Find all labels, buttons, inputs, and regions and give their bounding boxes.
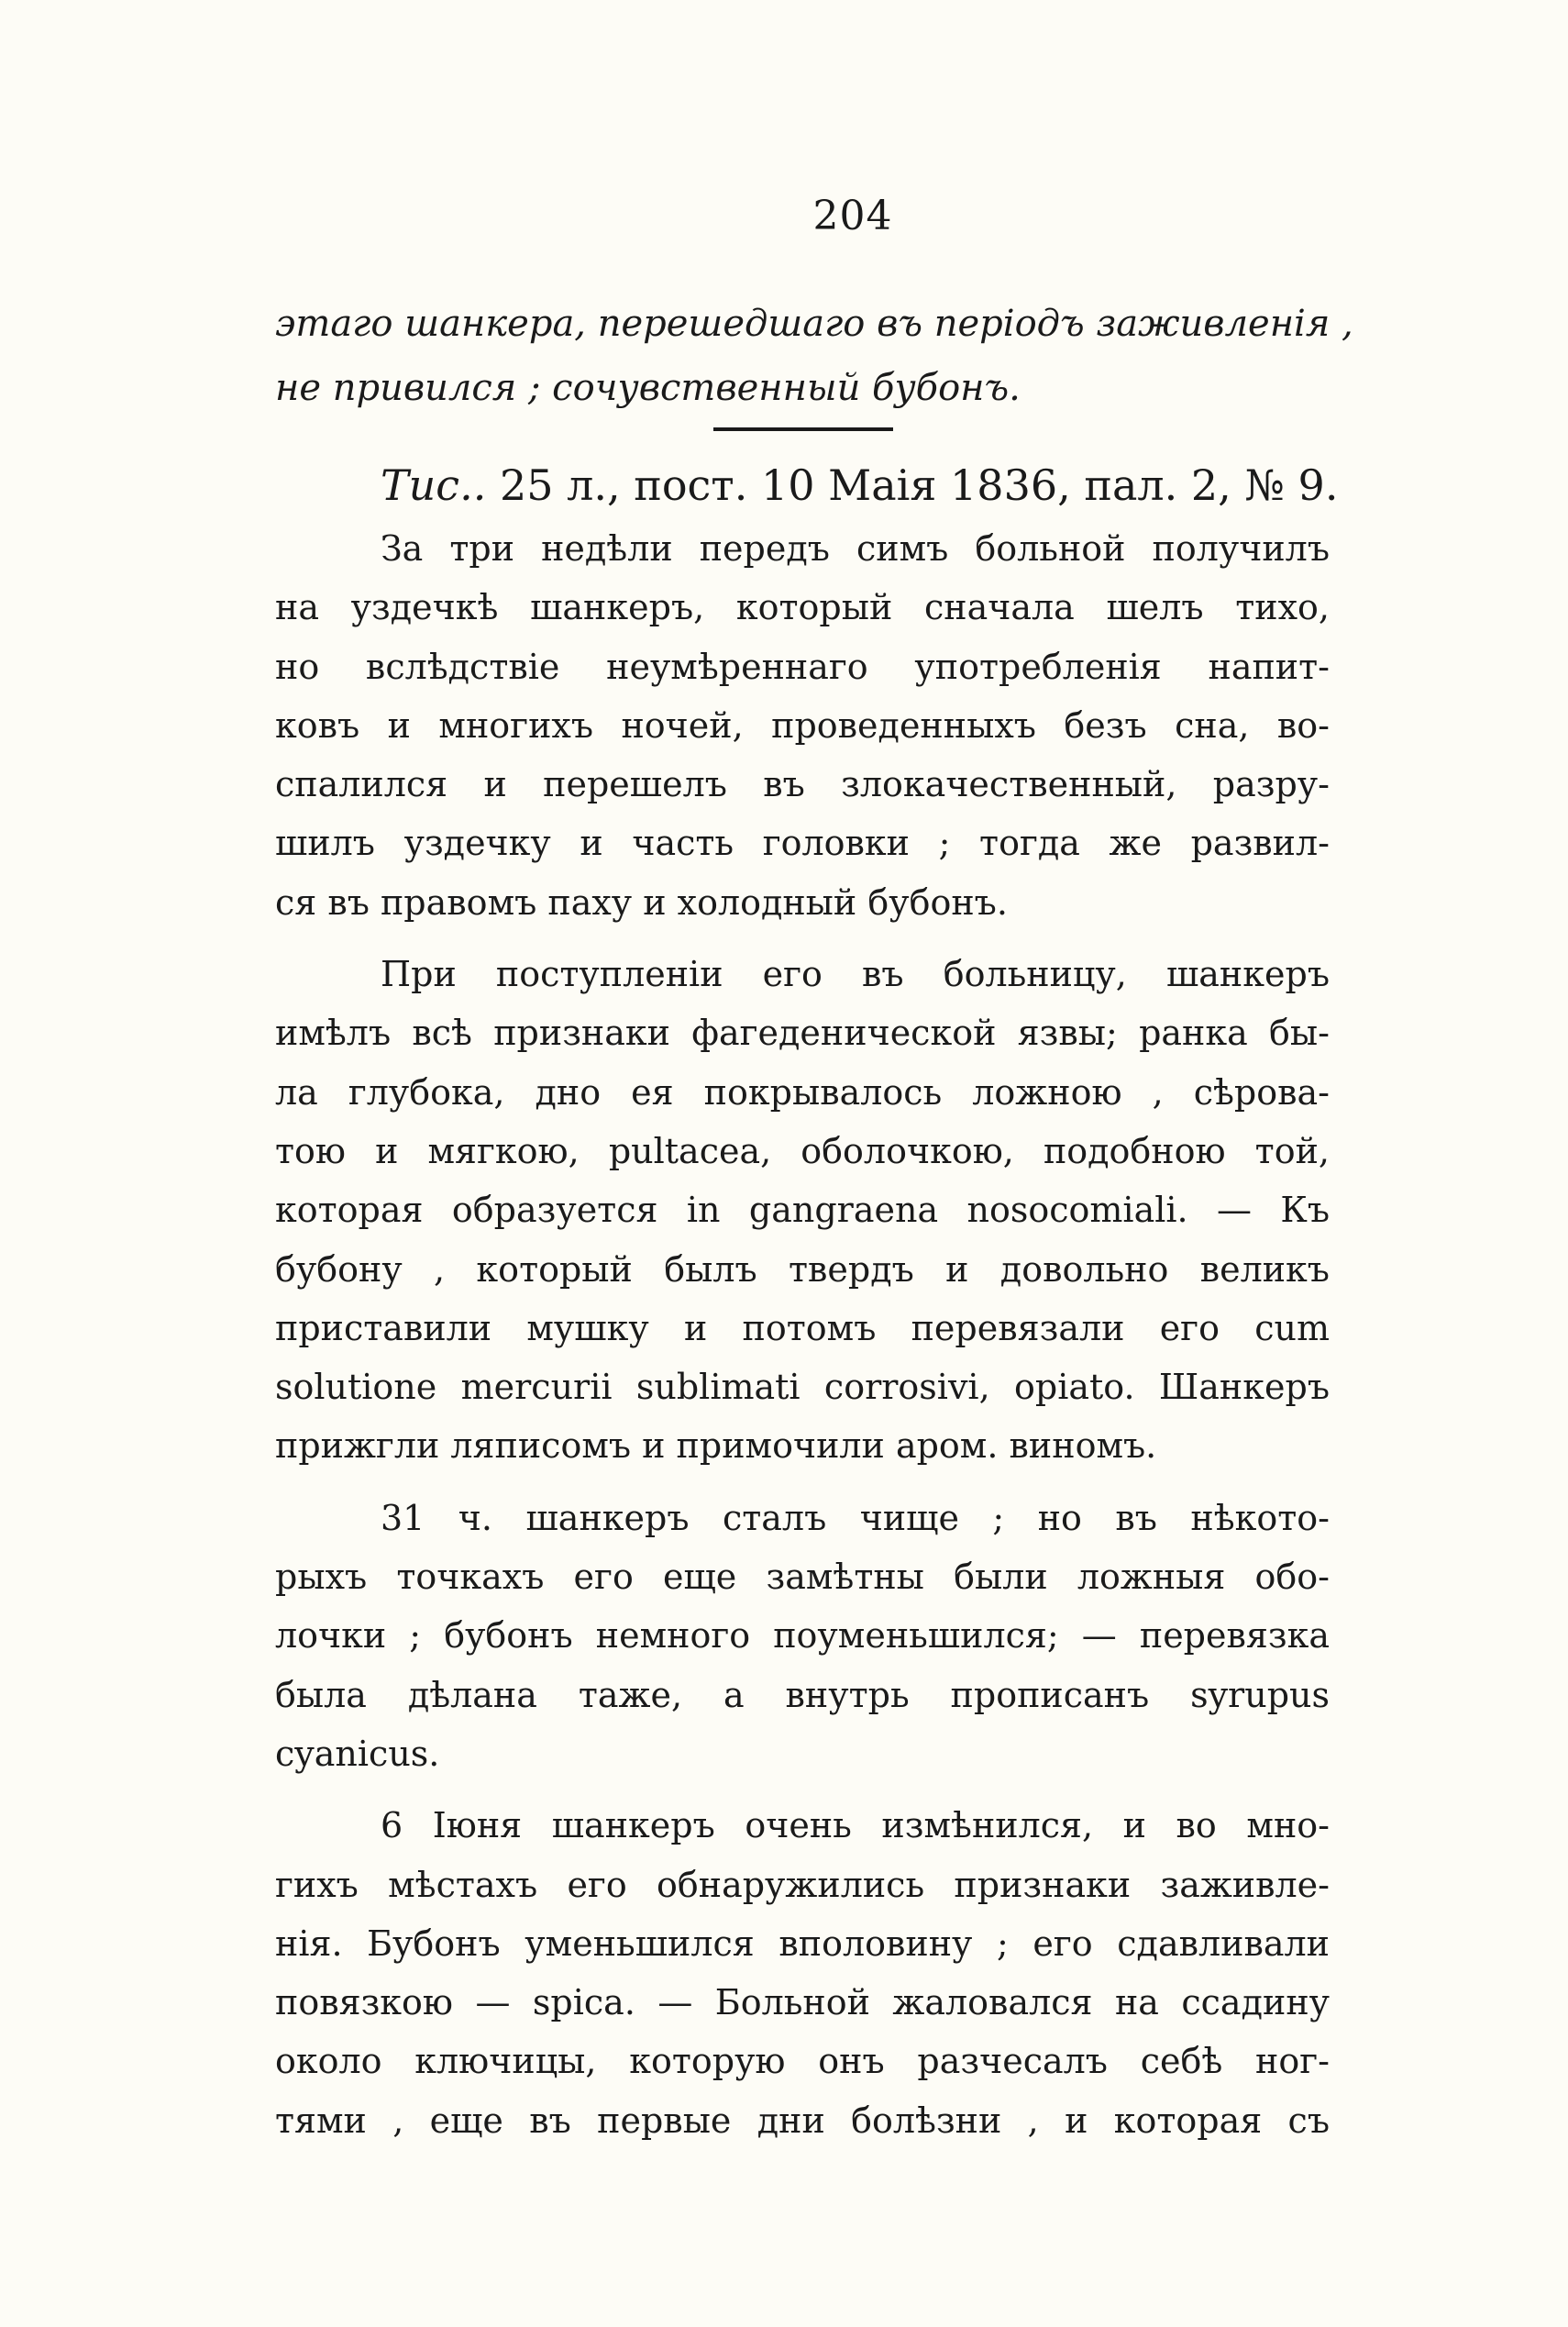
paragraph — [275, 1489, 1330, 1783]
text-line: около ключицы, которую онъ разчесалъ себѣ ног- — [275, 2041, 1330, 2082]
text-line: которая образуется in gangraena nosocomiali. — Къ — [275, 1190, 1330, 1231]
page-number: 204 — [812, 193, 893, 239]
patient-name: Тис.. — [381, 460, 487, 510]
text-line: solutione mercurii sublimati corrosivi, opiato. Шанкеръ — [275, 1367, 1330, 1408]
text-line: гихъ мѣстахъ его обнаружились признаки заживле- — [275, 1864, 1330, 1905]
caption-line: этаго шанкера, перешедшаго въ періодъ заживленія , — [275, 303, 1353, 345]
text-line: шилъ уздечку и часть головки ; тогда же развил- — [275, 823, 1330, 864]
caption-line: не привился ; сочувственный бубонъ. — [275, 367, 1021, 409]
text-line: но вслѣдствіе неумѣреннаго употребленія напит- — [275, 646, 1330, 687]
text-line: ковъ и многихъ ночей, проведенныхъ безъ сна, во- — [275, 704, 1330, 746]
text-line: 6 Іюня шанкеръ очень измѣнился, и во мно- — [381, 1805, 1330, 1846]
text-line: тою и мягкою, pultacea, оболочкою, подобною той, — [275, 1130, 1330, 1171]
text-line: на уздечкѣ шанкеръ, который сначала шелъ тихо, — [275, 587, 1330, 628]
paragraph — [275, 945, 1330, 1476]
text-line: была дѣлана таже, а внутрь прописанъ syrupus — [275, 1674, 1330, 1715]
text-line: ся въ правомъ паху и холодный бубонъ. — [275, 881, 1008, 923]
text-line: спалился и перешелъ въ злокачественный, разру- — [275, 764, 1330, 805]
text-line: ла глубока, дно ея покрывалось ложною , сѣрова- — [275, 1071, 1330, 1113]
text-line: приставили мушку и потомъ перевязали его cum — [275, 1307, 1330, 1348]
text-line: повязкою — spica. — Больной жаловался на ссадину — [275, 1982, 1330, 2023]
body-text — [275, 519, 1330, 2150]
text-line: При поступленіи его въ больницу, шанкеръ — [381, 954, 1330, 995]
text-line: прижгли ляписомъ и примочили аром. виномъ. — [275, 1425, 1157, 1467]
section-divider — [713, 427, 893, 431]
text-line: имѣлъ всѣ признаки фагеденической язвы; ранка бы- — [275, 1013, 1330, 1054]
text-line: лочки ; бубонъ немного поуменьшился; — перевязка — [275, 1615, 1330, 1657]
text-line: 31 ч. шанкеръ сталъ чище ; но въ нѣкото- — [381, 1497, 1330, 1538]
paragraph — [275, 519, 1330, 932]
text-line: За три недѣли передъ симъ больной получилъ — [381, 528, 1330, 569]
case-header — [381, 453, 1339, 517]
case-caption — [275, 292, 1353, 420]
text-line: бубону , который былъ твердъ и довольно великъ — [275, 1248, 1330, 1290]
text-line: нія. Бубонъ уменьшился вполовину ; его сдавливали — [275, 1923, 1330, 1964]
paragraph — [275, 1796, 1330, 2150]
text-line: тями , еще въ первые дни болѣзни , и которая съ — [275, 2100, 1330, 2141]
case-details: 25 л., пост. 10 Маія 1836, пал. 2, № 9. — [486, 460, 1339, 510]
text-line: cyanicus. — [275, 1733, 440, 1774]
text-line: рыхъ точкахъ его еще замѣтны были ложныя обо- — [275, 1557, 1330, 1598]
